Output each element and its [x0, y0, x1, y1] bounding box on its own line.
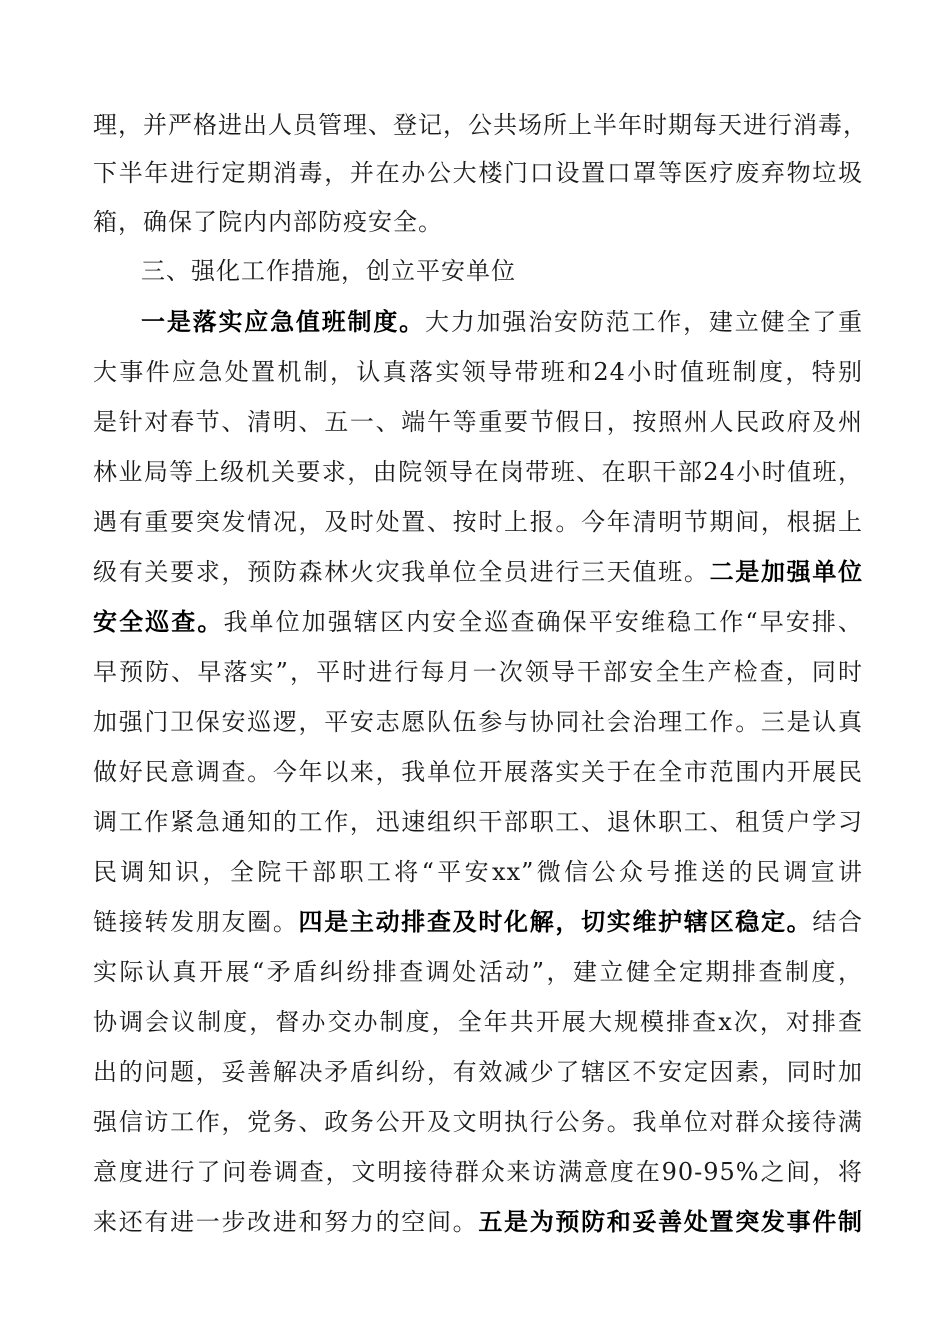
text-run: 结合 [812, 908, 864, 936]
text-run: 级有关要求，预防森林火灾我单位全员进行三天值班。 [93, 558, 710, 586]
section-heading [141, 251, 863, 291]
text-run: 加强门卫保安巡逻，平安志愿队伍参与协同社会治理工作。三是认真 [93, 708, 863, 736]
text-line [93, 1002, 863, 1042]
text-run: 是针对春节、清明、五一、端午等重要节假日，按照州人民政府及州 [93, 408, 863, 436]
text-line [93, 602, 863, 642]
text-line [93, 1152, 863, 1192]
text-line [93, 652, 863, 692]
text-run: 大事件应急处置机制，认真落实领导带班和24小时值班制度，特别 [93, 358, 863, 386]
text-line [93, 702, 863, 742]
text-run: 理，并严格进出人员管理、登记，公共场所上半年时期每天进行消毒， [93, 111, 868, 139]
bold-text-run: 安全巡查。 [93, 607, 224, 636]
text-run: 协调会议制度，督办交办制度，全年共开展大规模排查x次，对排查 [93, 1008, 863, 1036]
bold-text-run: 二是加强单位 [709, 557, 864, 586]
text-line [141, 302, 863, 342]
text-line [93, 852, 863, 892]
text-run: 强信访工作，党务、政务公开及文明执行公务。我单位对群众接待满 [93, 1108, 863, 1136]
text-line [93, 452, 863, 492]
text-line [93, 1052, 863, 1092]
text-line [93, 402, 863, 442]
text-run: 林业局等上级机关要求，由院领导在岗带班、在职干部24小时值班， [93, 458, 863, 486]
text-line [93, 153, 863, 193]
text-run: 民调知识，全院干部职工将“平安xx”微信公众号推送的民调宣讲 [93, 858, 863, 886]
bold-text-run: 五是为预防和妥善处置突发事件制 [478, 1207, 863, 1236]
text-run: 实际认真开展“矛盾纠纷排查调处活动”，建立健全定期排查制度， [93, 958, 863, 986]
text-run: 我单位加强辖区内安全巡查确保平安维稳工作“早安排、 [223, 608, 863, 636]
section-heading-text: 三、强化工作措施，创立平安单位 [141, 257, 516, 285]
text-run: 做好民意调查。今年以来，我单位开展落实关于在全市范围内开展民 [93, 758, 863, 786]
text-line [93, 1102, 863, 1142]
text-line [93, 552, 863, 592]
text-run: 下半年进行定期消毒，并在办公大楼门口设置口罩等医疗废弃物垃圾 [93, 159, 863, 187]
text-run: 来还有进一步改进和努力的空间。 [93, 1208, 479, 1236]
text-line [93, 952, 863, 992]
bold-text-run: 四是主动排查及时化解，切实维护辖区稳定。 [298, 907, 813, 936]
text-run: 早预防、早落实”，平时进行每月一次领导干部安全生产检查，同时 [93, 658, 863, 686]
text-run: 遇有重要突发情况，及时处置、按时上报。今年清明节期间，根据上 [93, 508, 863, 536]
text-run: 箱，确保了院内内部防疫安全。 [93, 208, 443, 236]
text-line [93, 105, 868, 145]
text-line [93, 902, 863, 942]
text-line [93, 202, 863, 242]
text-line [93, 502, 863, 542]
text-run: 大力加强治安防范工作，建立健全了重 [424, 308, 864, 336]
text-line [93, 802, 863, 842]
text-run: 意度进行了问卷调查，文明接待群众来访满意度在90-95%之间，将 [93, 1158, 863, 1186]
text-run: 出的问题，妥善解决矛盾纠纷，有效减少了辖区不安定因素，同时加 [93, 1058, 863, 1086]
bold-text-run: 一是落实应急值班制度。 [141, 307, 425, 336]
text-run: 链接转发朋友圈。 [93, 908, 299, 936]
text-line [93, 352, 863, 392]
text-run: 调工作紧急通知的工作，迅速组织干部职工、退休职工、租赁户学习 [93, 808, 863, 836]
text-line [93, 752, 863, 792]
text-line [93, 1202, 863, 1242]
